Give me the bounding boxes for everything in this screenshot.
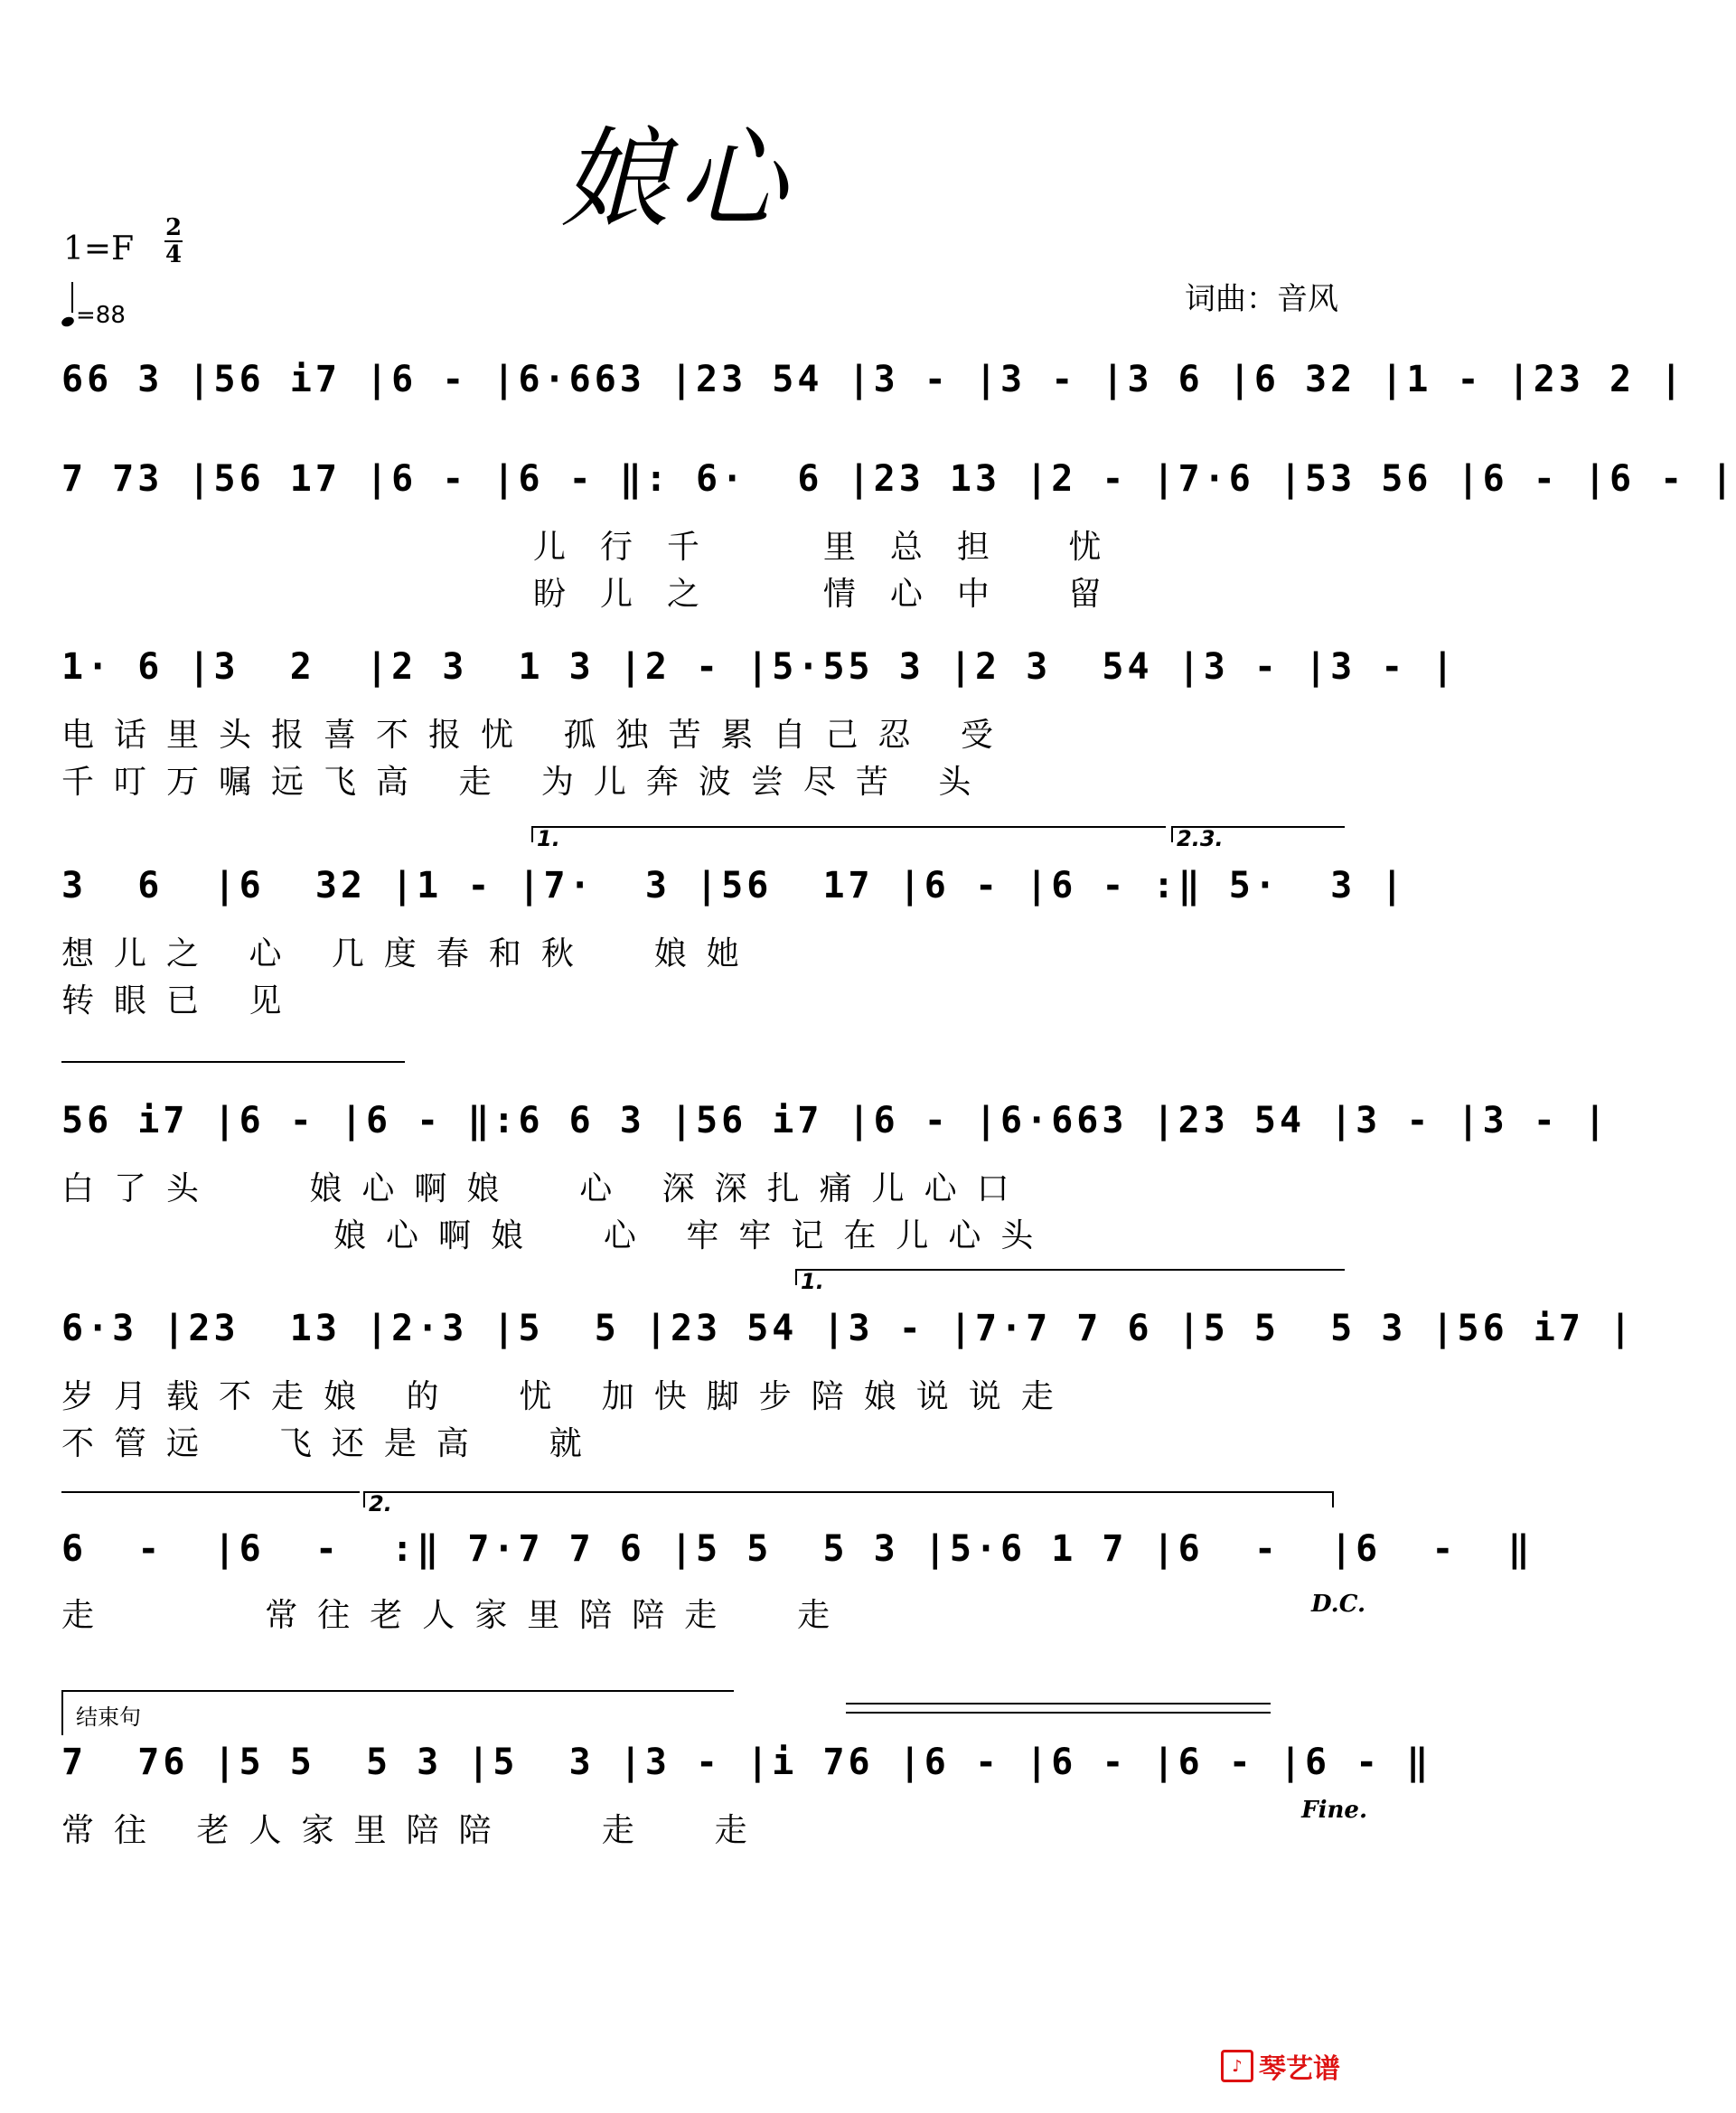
volta-continuation-line: [61, 1061, 405, 1063]
lyric-row-6-verse-2: 不管远 飞还是高 就: [61, 1425, 602, 1462]
volta-label-2-3: 2.3.: [1177, 826, 1224, 851]
lyric-row-2-verse-1: 儿行千 里总担 忧: [533, 529, 1136, 566]
brand-logo-icon: ♪: [1221, 2050, 1253, 2082]
lyric-row-4-verse-1: 想儿之 心 几度春和秋 娘她: [61, 935, 759, 972]
lyric-row-8: 常往 老人家里陪陪 走 走: [61, 1812, 767, 1849]
notation-row-5: 56 i7 |6 - |6 - ‖:6 6 3 |56 i7 |6 - |6·663 |23 54 |3 - |3 - |: [61, 1100, 1610, 1141]
notation-row-2: 7 73 |56 17 |6 - |6 - ‖: 6· 6 |23 13 |2 - |7·6 |53 56 |6 - |6 - |: [61, 458, 1736, 500]
da-capo-mark: D.C.: [1311, 1591, 1365, 1618]
lyric-row-3-verse-2: 千叮万嘱远飞高 走 为儿奔波尝尽苦 头: [61, 764, 991, 801]
ending-bracket-line: [61, 1690, 734, 1692]
time-signature-top: 2: [164, 214, 183, 241]
volta-label-1: 1.: [537, 826, 560, 851]
lyric-row-3-verse-1: 电话里头报喜不报忧 孤独苦累自己忍 受: [61, 717, 1013, 754]
lyric-row-6-verse-1: 岁月载不走娘 的 忧 加快脚步陪娘说说走: [61, 1378, 1074, 1415]
tempo-value: =88: [76, 302, 126, 329]
lyric-row-7: 走 常往老人家里陪陪走 走: [61, 1597, 850, 1634]
volta-label-1-b: 1.: [801, 1269, 824, 1294]
volta-bracket-1-b: [795, 1269, 1345, 1285]
ending-tie-line-2: [846, 1712, 1271, 1714]
quarter-note-icon: [61, 315, 76, 328]
ending-label: 结束句: [76, 1704, 141, 1730]
lyric-row-5-verse-1: 白了头 娘心啊娘 心 深深扎痛儿心口: [61, 1170, 1029, 1207]
notation-row-1: 66 3 |56 i7 |6 - |6·663 |23 54 |3 - |3 - |3 6 |6 32 |1 - |23 2 |: [61, 359, 1686, 400]
lyric-row-2-verse-2: 盼儿之 情心中 留: [533, 576, 1136, 613]
ending-tie-line-1: [846, 1703, 1271, 1704]
key-signature: 1=F: [63, 230, 135, 268]
song-title: 娘心: [560, 117, 795, 243]
notation-row-8: 7 76 |5 5 5 3 |5 3 |3 - |i 76 |6 - |6 - |6 - |6 - ‖: [61, 1742, 1432, 1783]
volta-bracket-2: [363, 1491, 1334, 1507]
author-credit: 词曲：音风: [1185, 281, 1338, 317]
time-signature: [164, 215, 183, 268]
notation-row-3: 1· 6 |3 2 |2 3 1 3 |2 - |5·55 3 |2 3 54 |3 - |3 - |: [61, 646, 1458, 688]
lyric-row-4-verse-2: 转眼已 见: [61, 982, 302, 1019]
notation-row-6: 6·3 |23 13 |2·3 |5 5 |23 54 |3 - |7·7 7 6 |5 5 5 3 |56 i7 |: [61, 1308, 1636, 1349]
brand-logo-text: 琴艺谱: [1259, 2053, 1340, 2085]
tempo-marking: [61, 304, 126, 327]
notation-row-4: 3 6 |6 32 |1 - |7· 3 |56 17 |6 - |6 - :‖ 5· 3 |: [61, 865, 1407, 906]
lyric-row-5-verse-2: 娘心啊娘 心 牢牢记在儿心头: [61, 1217, 1054, 1254]
time-signature-bottom: 4: [164, 241, 183, 268]
volta-continuation-line-2: [61, 1491, 360, 1493]
volta-bracket-1: [531, 826, 1166, 842]
ending-bracket-left: [61, 1690, 63, 1735]
notation-row-7: 6 - |6 - :‖ 7·7 7 6 |5 5 5 3 |5·6 1 7 |6 - |6 - ‖: [61, 1528, 1534, 1570]
fine-mark: Fine.: [1301, 1797, 1367, 1824]
brand-logo: [1221, 2046, 1340, 2086]
volta-label-2: 2.: [369, 1491, 392, 1517]
